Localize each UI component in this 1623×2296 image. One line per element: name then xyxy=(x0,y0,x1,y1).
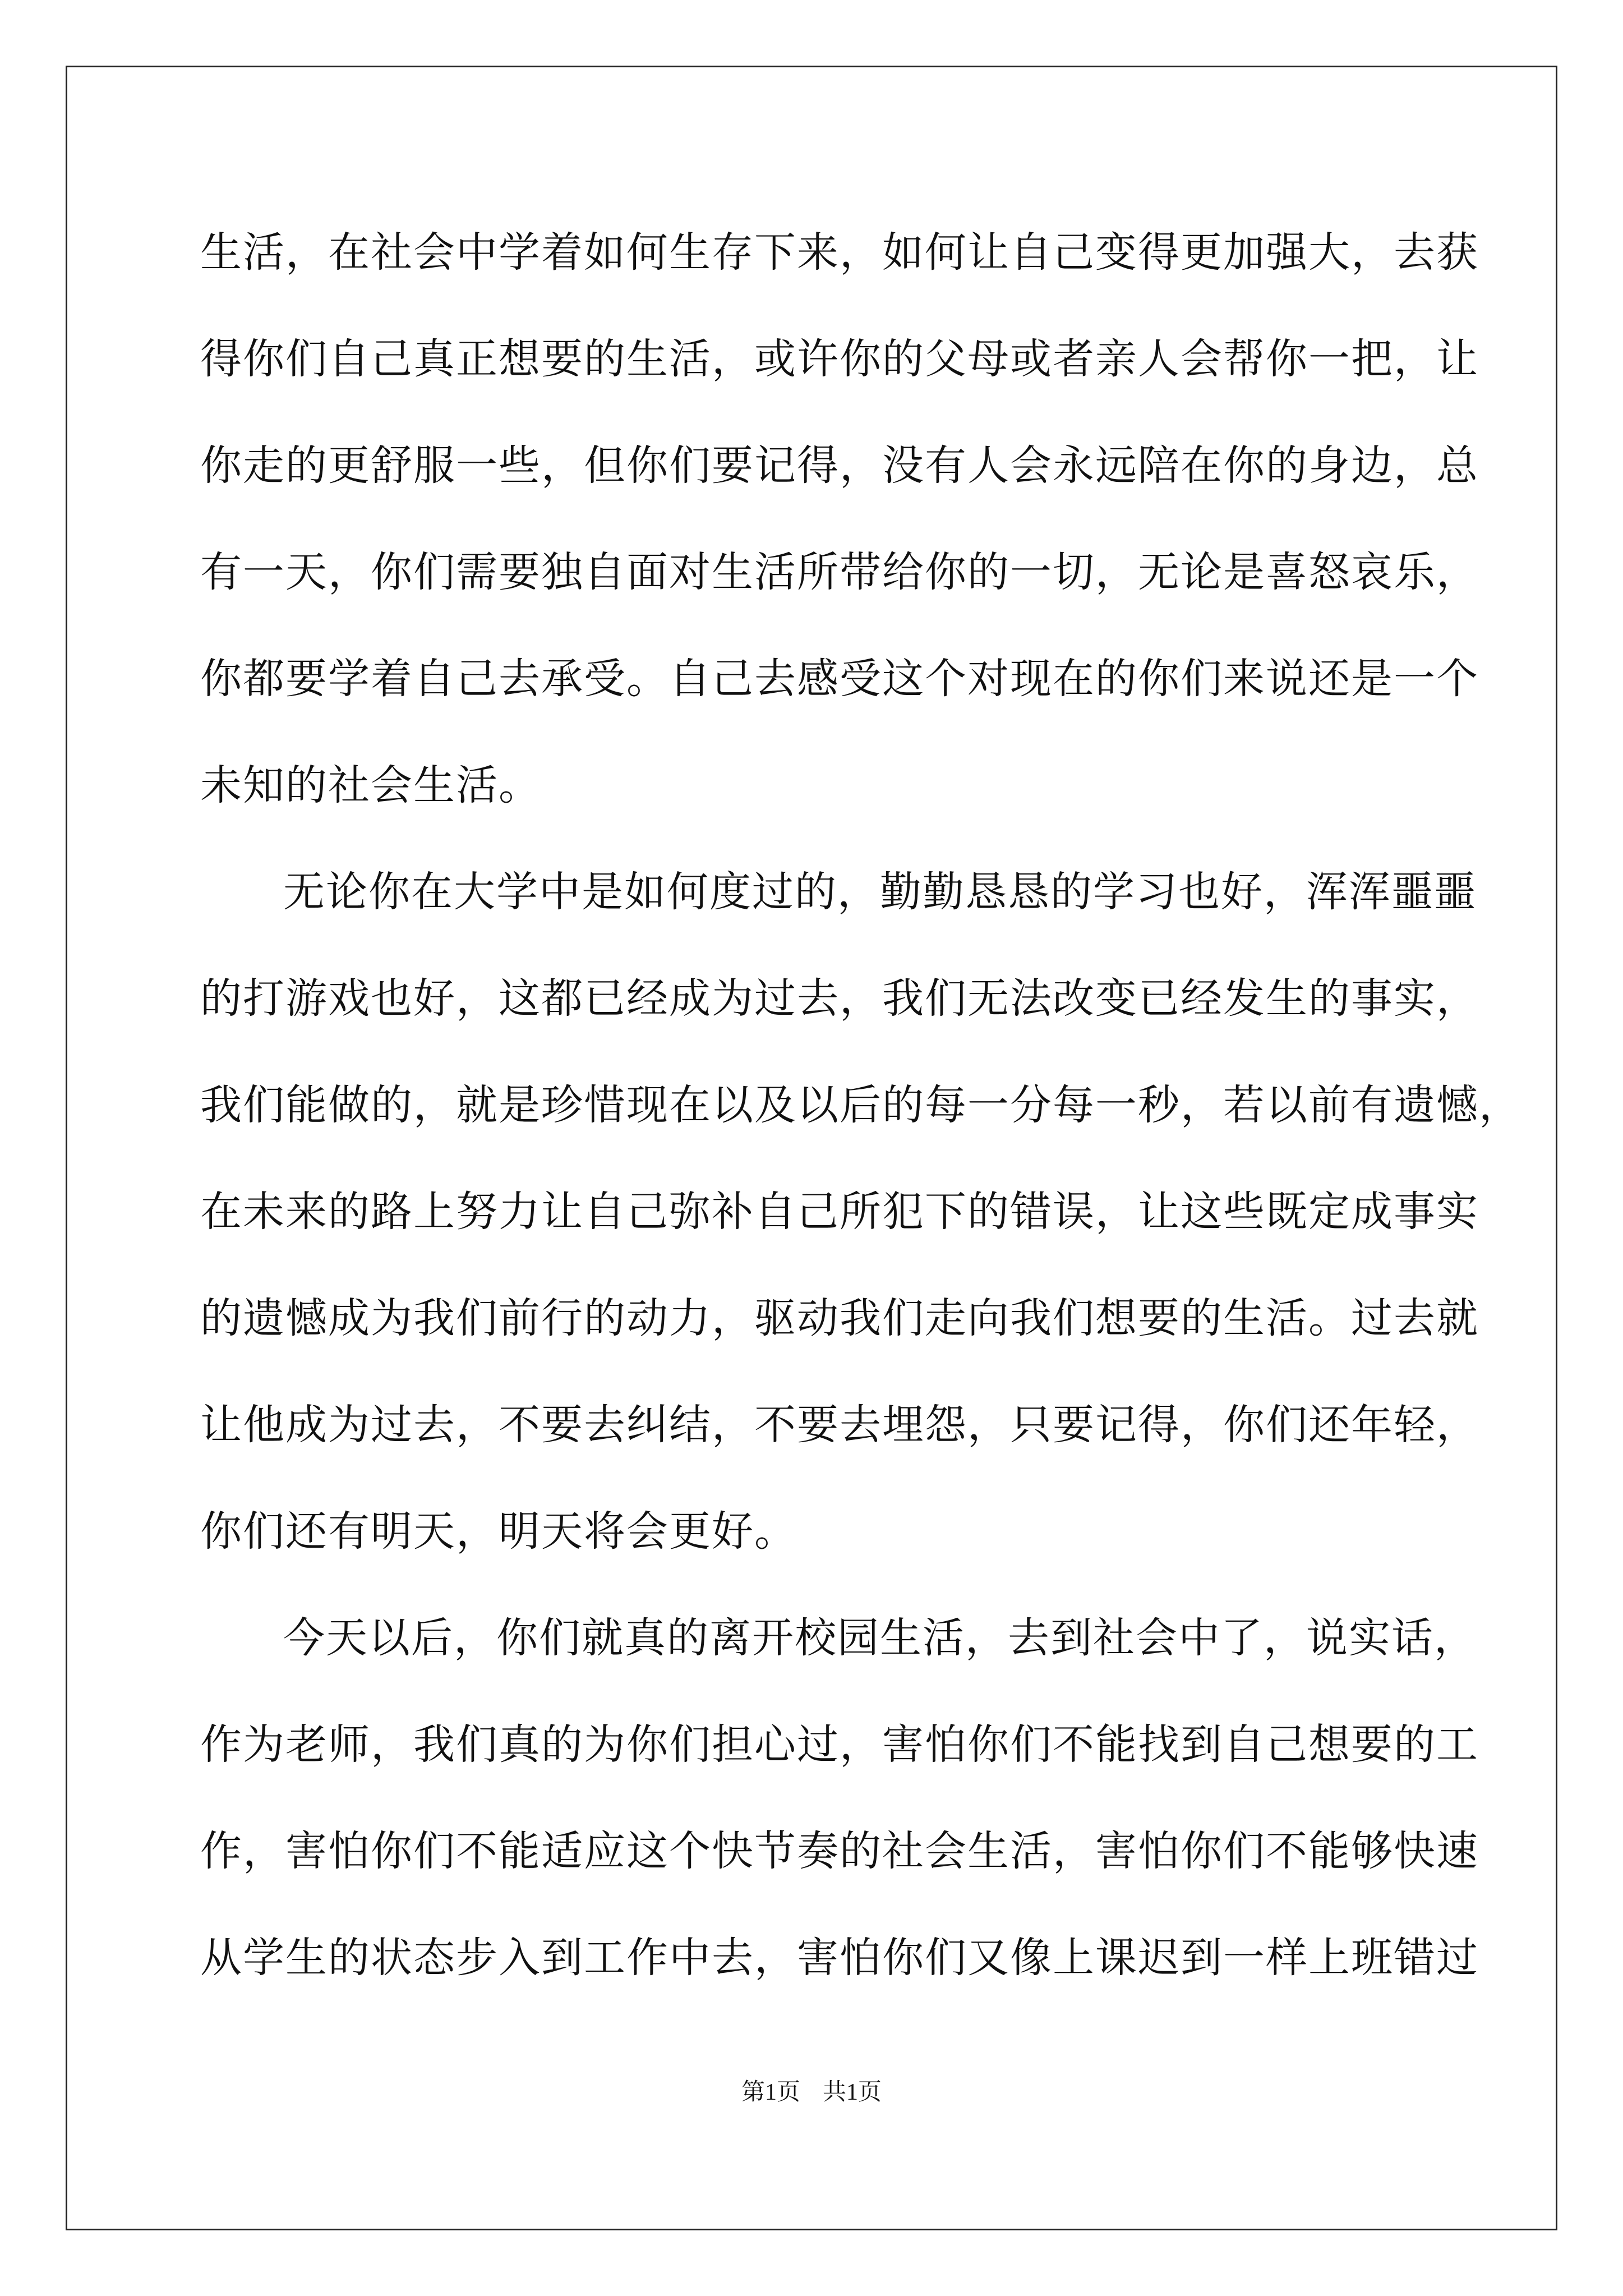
text-line: 让他成为过去，不要去纠结，不要去埋怨，只要记得，你们还年轻， xyxy=(200,1401,1479,1449)
text-line: 得你们自己真正想要的生活，或许你的父母或者亲人会帮你一把，让 xyxy=(200,335,1479,383)
page-number: 第1页 xyxy=(741,2079,800,2105)
text-line: 有一天，你们需要独自面对生活所带给你的一切，无论是喜怒哀乐， xyxy=(200,548,1479,596)
text-line: 今天以后，你们就真的离开校园生活，去到社会中了，说实话， xyxy=(283,1614,1477,1662)
text-line: 无论你在大学中是如何度过的，勤勤恳恳的学习也好，浑浑噩噩 xyxy=(283,868,1477,916)
text-line: 你走的更舒服一些，但你们要记得，没有人会永远陪在你的身边，总 xyxy=(200,441,1479,490)
text-line: 从学生的状态步入到工作中去，害怕你们又像上课迟到一样上班错过 xyxy=(200,1934,1479,1982)
page-total: 共1页 xyxy=(823,2079,882,2105)
page-footer xyxy=(0,2076,1623,2109)
text-line: 你都要学着自己去承受。自己去感受这个对现在的你们来说还是一个 xyxy=(200,655,1479,703)
text-line: 你们还有明天，明天将会更好。 xyxy=(200,1507,797,1556)
text-line: 我们能做的，就是珍惜现在以及以后的每一分每一秒，若以前有遗憾， xyxy=(200,1081,1521,1129)
text-line: 作为老师，我们真的为你们担心过，害怕你们不能找到自己想要的工 xyxy=(200,1720,1479,1769)
text-line: 在未来的路上努力让自己弥补自己所犯下的错误，让这些既定成事实 xyxy=(200,1188,1479,1236)
text-line: 的打游戏也好，这都已经成为过去，我们无法改变已经发生的事实， xyxy=(200,974,1479,1023)
text-line: 未知的社会生活。 xyxy=(200,761,541,809)
text-line: 作，害怕你们不能适应这个快节奏的社会生活，害怕你们不能够快速 xyxy=(200,1827,1479,1875)
text-line: 生活，在社会中学着如何生存下来，如何让自己变得更加强大，去获 xyxy=(200,228,1479,277)
text-line: 的遗憾成为我们前行的动力，驱动我们走向我们想要的生活。过去就 xyxy=(200,1294,1479,1342)
